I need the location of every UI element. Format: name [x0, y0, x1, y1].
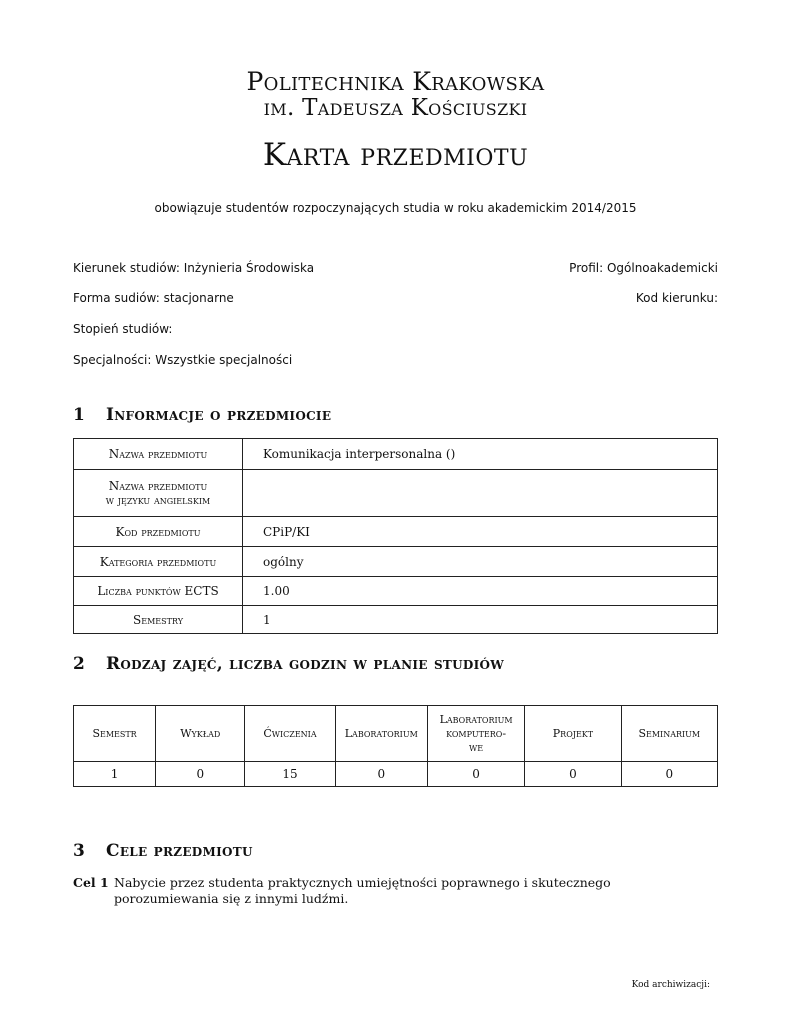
course-info-table — [73, 438, 718, 634]
table-row — [74, 517, 718, 547]
header-computer-lab: Laboratorium komputero- we — [427, 706, 524, 762]
page-title: Karta przedmiotu — [262, 137, 529, 173]
table-label-cell: Nazwa przedmiotu — [74, 439, 243, 470]
study-degree: Stopień studiów: — [73, 322, 173, 336]
section-title: Informacje o przedmiocie — [106, 405, 332, 425]
table-row — [74, 439, 718, 470]
header-semester: Semestr — [74, 706, 156, 762]
table-value-cell: CPiP/KI — [243, 517, 718, 547]
university-name: Politechnika Krakowska — [246, 67, 545, 96]
hours-table — [73, 705, 718, 787]
section-title: Cele przedmiotu — [106, 841, 253, 861]
table-label-cell: Nazwa przedmiotu w języku angielskim — [74, 470, 243, 517]
header-seminar: Seminarium — [621, 706, 717, 762]
value-exercises: 15 — [245, 762, 335, 787]
validity-note: obowiązuje studentów rozpoczynających studia w roku akademickim 2014/2015 — [154, 201, 637, 215]
table-label-cell: Kategoria przedmiotu — [74, 547, 243, 577]
goal-label: Cel 1 — [73, 875, 109, 890]
specialties: Specjalności: Wszystkie specjalności — [73, 353, 293, 367]
section-number: 3 — [73, 841, 86, 861]
study-profile: Profil: Ogólnoakademicki — [569, 261, 718, 275]
section-1-heading — [73, 405, 331, 425]
goal-item — [73, 875, 718, 907]
value-semester: 1 — [74, 762, 156, 787]
table-value-cell: 1.00 — [243, 577, 718, 606]
header-exercises: Ćwiczenia — [245, 706, 335, 762]
table-label-cell: Kod przedmiotu — [74, 517, 243, 547]
value-laboratory: 0 — [335, 762, 427, 787]
value-lecture: 0 — [156, 762, 245, 787]
table-row — [74, 606, 718, 634]
header-lecture: Wykład — [156, 706, 245, 762]
table-value-cell — [243, 470, 718, 517]
table-row — [74, 470, 718, 517]
table-value-cell: ogólny — [243, 547, 718, 577]
section-title: Rodzaj zajęć, liczba godzin w planie studiów — [106, 654, 505, 674]
university-header — [0, 68, 791, 120]
study-form: Forma sudiów: stacjonarne — [73, 291, 234, 305]
table-row — [74, 762, 718, 787]
value-project: 0 — [525, 762, 621, 787]
table-row — [74, 547, 718, 577]
value-seminar: 0 — [621, 762, 717, 787]
header-project: Projekt — [525, 706, 621, 762]
field-of-study: Kierunek studiów: Inżynieria Środowiska — [73, 261, 315, 275]
table-header-row — [74, 706, 718, 762]
archive-code: Kod archiwizacji: — [631, 980, 710, 990]
section-number: 2 — [73, 654, 86, 674]
field-code: Kod kierunku: — [635, 291, 718, 305]
goal-text: Nabycie przez studenta praktycznych umiejętności poprawnego i skutecznego porozumiewania się z innymi ludźmi. — [114, 875, 611, 906]
section-number: 1 — [73, 405, 86, 425]
value-computer-lab: 0 — [427, 762, 524, 787]
section-2-heading — [73, 654, 504, 674]
table-label-cell: Semestry — [74, 606, 243, 634]
section-3-heading — [73, 841, 253, 861]
table-value-cell: 1 — [243, 606, 718, 634]
table-label-cell: Liczba punktów ECTS — [74, 577, 243, 606]
table-row — [74, 577, 718, 606]
university-patron: im. Tadeusza Kościuszki — [263, 95, 528, 121]
table-value-cell: Komunikacja interpersonalna () — [243, 439, 718, 470]
header-laboratory: Laboratorium — [335, 706, 427, 762]
